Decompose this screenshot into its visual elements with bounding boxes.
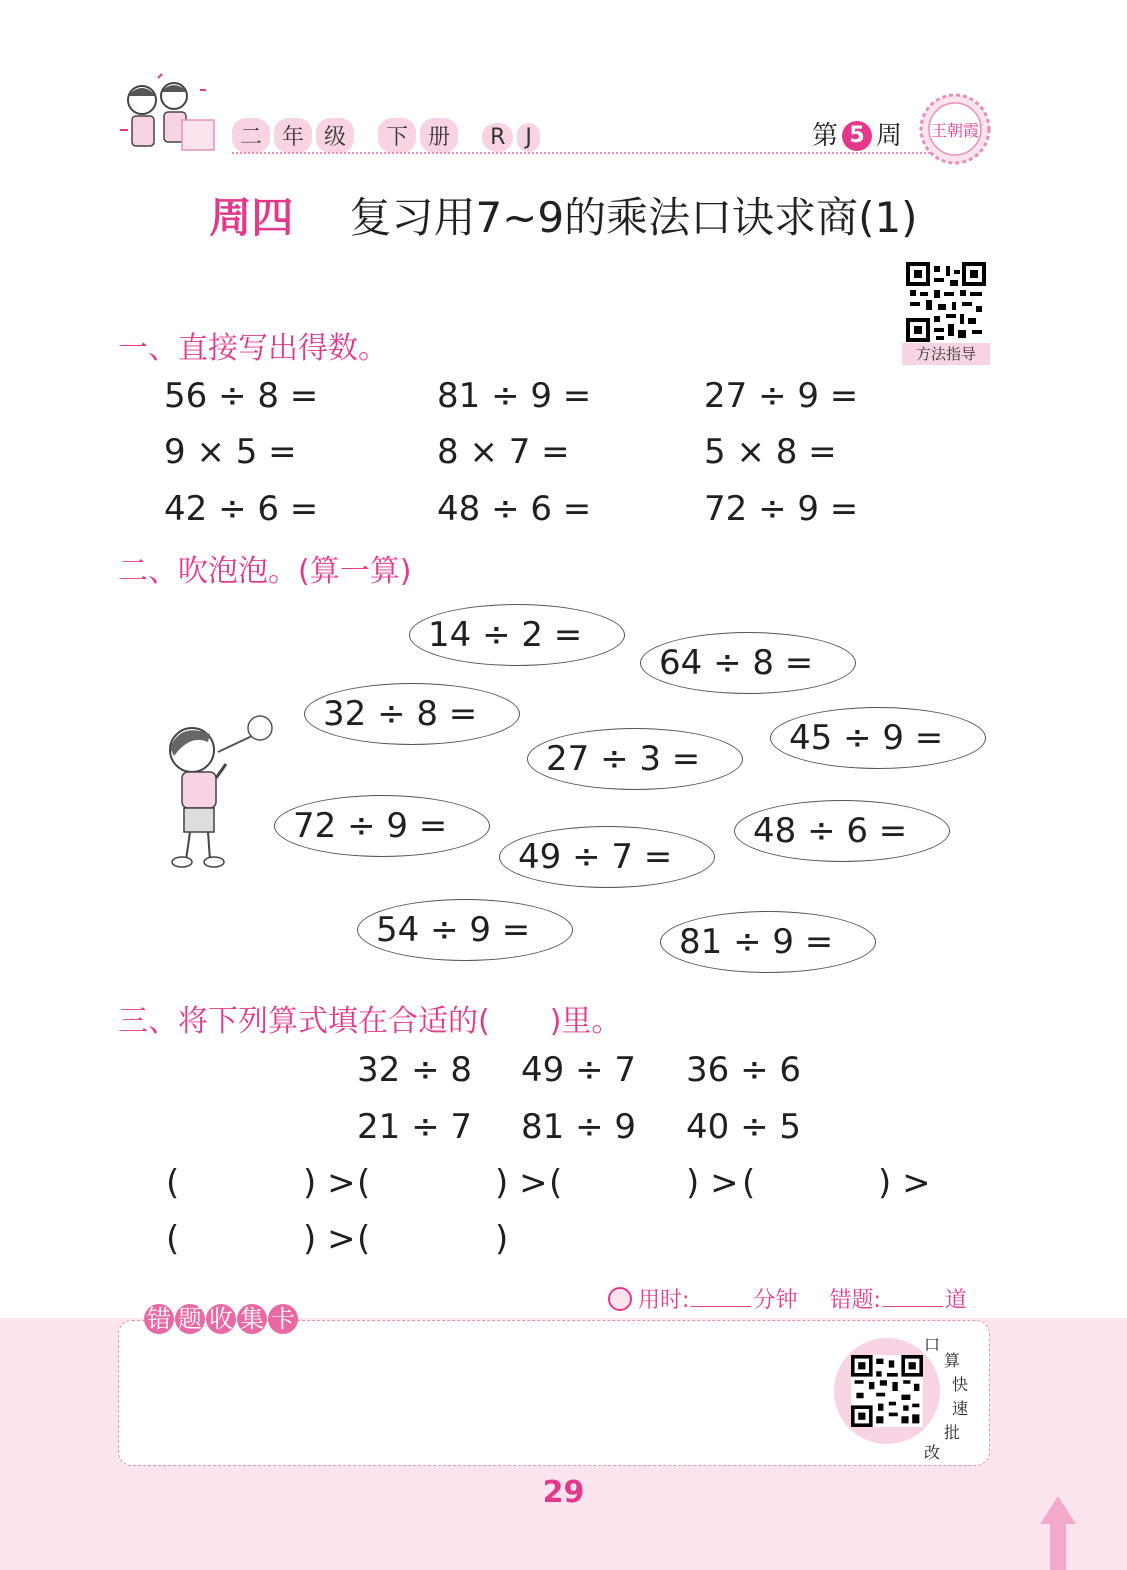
expression: 49 ÷ 7 bbox=[521, 1050, 636, 1090]
week-prefix: 第 bbox=[812, 121, 839, 151]
problem: 8 × 7 = bbox=[437, 432, 570, 472]
expression: 21 ÷ 7 bbox=[357, 1107, 472, 1147]
section-heading: 二、吹泡泡。(算一算) bbox=[118, 554, 412, 589]
answer-blank-close: ) > bbox=[495, 1163, 548, 1203]
time-label: 用时: bbox=[638, 1288, 690, 1313]
problem: 9 × 5 = bbox=[164, 432, 297, 472]
header-divider bbox=[232, 152, 942, 154]
card-title-char: 错 bbox=[144, 1304, 174, 1334]
errors-label: 错题: bbox=[829, 1288, 881, 1313]
time-blank[interactable] bbox=[691, 1306, 751, 1307]
expression: 81 ÷ 9 bbox=[521, 1107, 636, 1147]
expression: 40 ÷ 5 bbox=[686, 1107, 801, 1147]
title-day: 周四 bbox=[209, 193, 294, 242]
problem: 48 ÷ 6 = bbox=[437, 489, 592, 529]
book-char: 下 bbox=[378, 118, 416, 153]
problem: 56 ÷ 8 = bbox=[164, 376, 319, 416]
page-title bbox=[0, 185, 1127, 245]
book-char: 册 bbox=[420, 118, 458, 153]
bubble-problem: 64 ÷ 8 = bbox=[640, 632, 856, 694]
side-text-char: 速 bbox=[952, 1399, 969, 1418]
problem: 27 ÷ 9 = bbox=[704, 376, 859, 416]
quick-grading-qr-icon[interactable] bbox=[851, 1355, 923, 1427]
children-illustration-icon bbox=[112, 70, 222, 160]
answer-blank-open[interactable]: ( bbox=[742, 1163, 756, 1203]
errors-unit: 道 bbox=[944, 1288, 967, 1313]
card-title-char: 卡 bbox=[268, 1304, 298, 1334]
author-seal-icon bbox=[918, 92, 992, 166]
side-text-char: 口 bbox=[924, 1335, 941, 1354]
timer-row bbox=[608, 1283, 967, 1314]
boy-blowing-bubbles-icon bbox=[160, 712, 280, 870]
expression: 32 ÷ 8 bbox=[357, 1050, 472, 1090]
bubble-problem: 27 ÷ 3 = bbox=[527, 728, 743, 790]
bubble-problem: 72 ÷ 9 = bbox=[274, 795, 490, 857]
grade-char: 级 bbox=[316, 118, 354, 153]
week-suffix: 周 bbox=[876, 121, 903, 151]
answer-blank-close: ) > bbox=[303, 1163, 356, 1203]
title-text: 复习用7~9的乘法口诀求商(1) bbox=[349, 193, 918, 242]
seal-text: 王朝霞 bbox=[930, 121, 980, 140]
section-heading: 三、将下列算式填在合适的( )里。 bbox=[118, 1004, 622, 1039]
problem: 5 × 8 = bbox=[704, 432, 837, 472]
bubble-problem: 49 ÷ 7 = bbox=[499, 826, 715, 888]
answer-blank-open[interactable]: ( bbox=[357, 1163, 371, 1203]
grade-label bbox=[232, 118, 544, 153]
expression: 36 ÷ 6 bbox=[686, 1050, 801, 1090]
errors-blank[interactable] bbox=[883, 1306, 943, 1307]
answer-blank-close-last: ) bbox=[495, 1219, 509, 1259]
answer-blank-close: ) > bbox=[303, 1219, 356, 1259]
answer-blank-open[interactable]: ( bbox=[549, 1163, 563, 1203]
grade-char: 年 bbox=[274, 118, 312, 153]
page-number: 29 bbox=[542, 1475, 585, 1510]
side-text-char: 批 bbox=[944, 1423, 961, 1442]
side-text-char: 算 bbox=[944, 1351, 961, 1370]
answer-blank-close: ) > bbox=[878, 1163, 931, 1203]
answer-blank-close: ) > bbox=[686, 1163, 739, 1203]
answer-blank-open[interactable]: ( bbox=[166, 1163, 180, 1203]
bubble-problem: 54 ÷ 9 = bbox=[357, 899, 573, 961]
bubble-problem: 48 ÷ 6 = bbox=[734, 800, 950, 862]
bubble-problem: 14 ÷ 2 = bbox=[409, 604, 625, 666]
bubble-problem: 32 ÷ 8 = bbox=[304, 683, 520, 745]
week-label bbox=[812, 115, 902, 152]
card-title-char: 收 bbox=[206, 1304, 236, 1334]
qr-caption: 方法指导 bbox=[902, 343, 990, 365]
problem: 81 ÷ 9 = bbox=[437, 376, 592, 416]
stopwatch-icon bbox=[608, 1287, 632, 1311]
card-title-char: 集 bbox=[237, 1304, 267, 1334]
problem: 72 ÷ 9 = bbox=[704, 489, 859, 529]
week-number-badge: 5 bbox=[842, 121, 872, 151]
side-text-char: 改 bbox=[924, 1443, 941, 1462]
edition-char: J bbox=[517, 123, 540, 152]
answer-blank-open[interactable]: ( bbox=[357, 1219, 371, 1259]
card-title-char: 题 bbox=[175, 1304, 205, 1334]
time-unit: 分钟 bbox=[753, 1288, 798, 1313]
problem: 42 ÷ 6 = bbox=[164, 489, 319, 529]
bubble-problem: 45 ÷ 9 = bbox=[770, 707, 986, 769]
qr-code-icon[interactable] bbox=[906, 262, 986, 342]
answer-blank-open[interactable]: ( bbox=[166, 1219, 180, 1259]
bubble-problem: 81 ÷ 9 = bbox=[660, 911, 876, 973]
section-heading: 一、直接写出得数。 bbox=[118, 331, 388, 366]
card-title bbox=[144, 1304, 299, 1334]
up-arrow-icon bbox=[1040, 1496, 1076, 1570]
grade-char: 二 bbox=[232, 118, 270, 153]
edition-char: R bbox=[482, 123, 513, 152]
side-text-char: 快 bbox=[952, 1375, 969, 1394]
